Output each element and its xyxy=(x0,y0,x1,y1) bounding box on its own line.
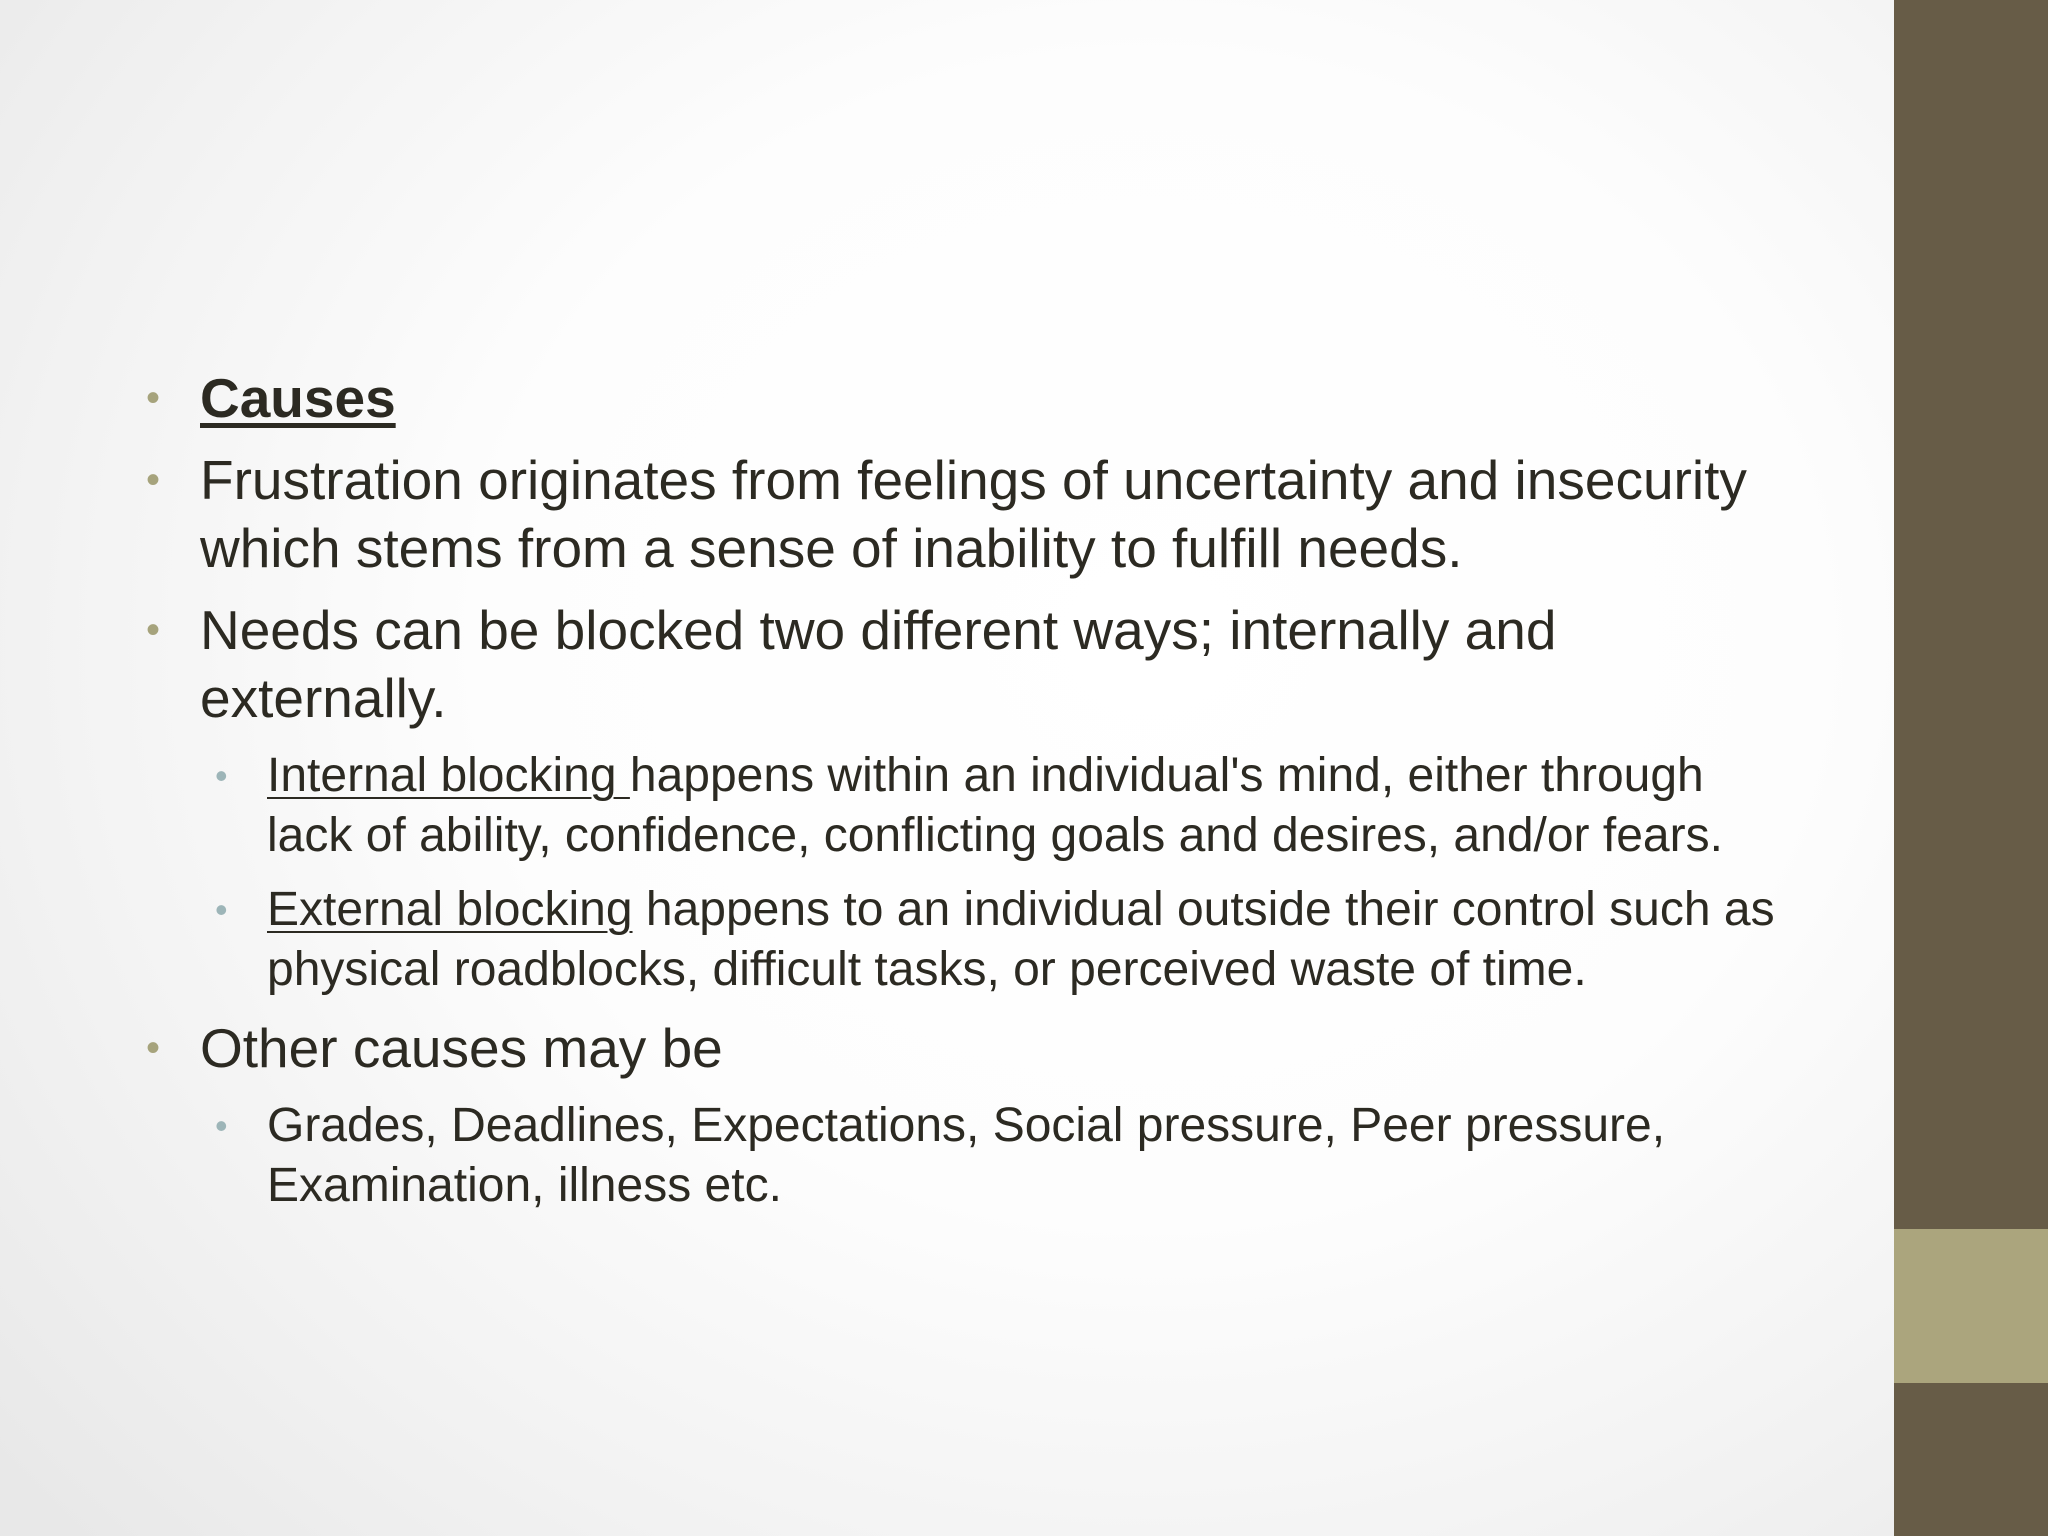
other-causes-list-text: Grades, Deadlines, Expectations, Social pressure, Peer pressure, Examination, illness etc. xyxy=(267,1099,1666,1212)
bullet-dot-icon: • xyxy=(146,376,161,420)
bullet-frustration-origin xyxy=(142,446,1782,582)
sub-bullet-dot-icon: • xyxy=(215,755,228,796)
bullet-needs-blocked xyxy=(142,596,1782,732)
sub-bullet-other-causes-list xyxy=(142,1096,1782,1216)
bullet-dot-icon: • xyxy=(146,458,161,502)
external-blocking-text: happens to an individual outside their control such as physical roadblocks, difficult tasks, or perceived waste of time. xyxy=(267,883,1775,996)
internal-blocking-term: Internal blocking xyxy=(267,749,630,802)
sidebar-accent-block xyxy=(1894,1229,2048,1383)
other-causes-text: Other causes may be xyxy=(200,1017,723,1079)
bullet-dot-icon: • xyxy=(146,1026,161,1070)
sub-bullet-internal-blocking xyxy=(142,746,1782,866)
bullet-dot-icon: • xyxy=(146,608,161,652)
external-blocking-term: External blocking xyxy=(267,883,633,936)
bullet-causes-heading xyxy=(142,364,1782,432)
sub-bullet-dot-icon: • xyxy=(215,1105,228,1146)
bullet-other-causes xyxy=(142,1014,1782,1082)
sub-bullet-external-blocking xyxy=(142,880,1782,1000)
frustration-origin-text: Frustration originates from feelings of uncertainty and insecurity which stems from a sense of inability to fulfill needs. xyxy=(200,449,1747,579)
slide-content xyxy=(142,364,1782,1230)
sub-bullet-dot-icon: • xyxy=(215,889,228,930)
internal-blocking-text: happens within an individual's mind, either through lack of ability, confidence, conflicting goals and desires, and/or fears. xyxy=(267,749,1723,862)
needs-blocked-text: Needs can be blocked two different ways; internally and externally. xyxy=(200,599,1557,729)
causes-heading: Causes xyxy=(200,367,396,429)
